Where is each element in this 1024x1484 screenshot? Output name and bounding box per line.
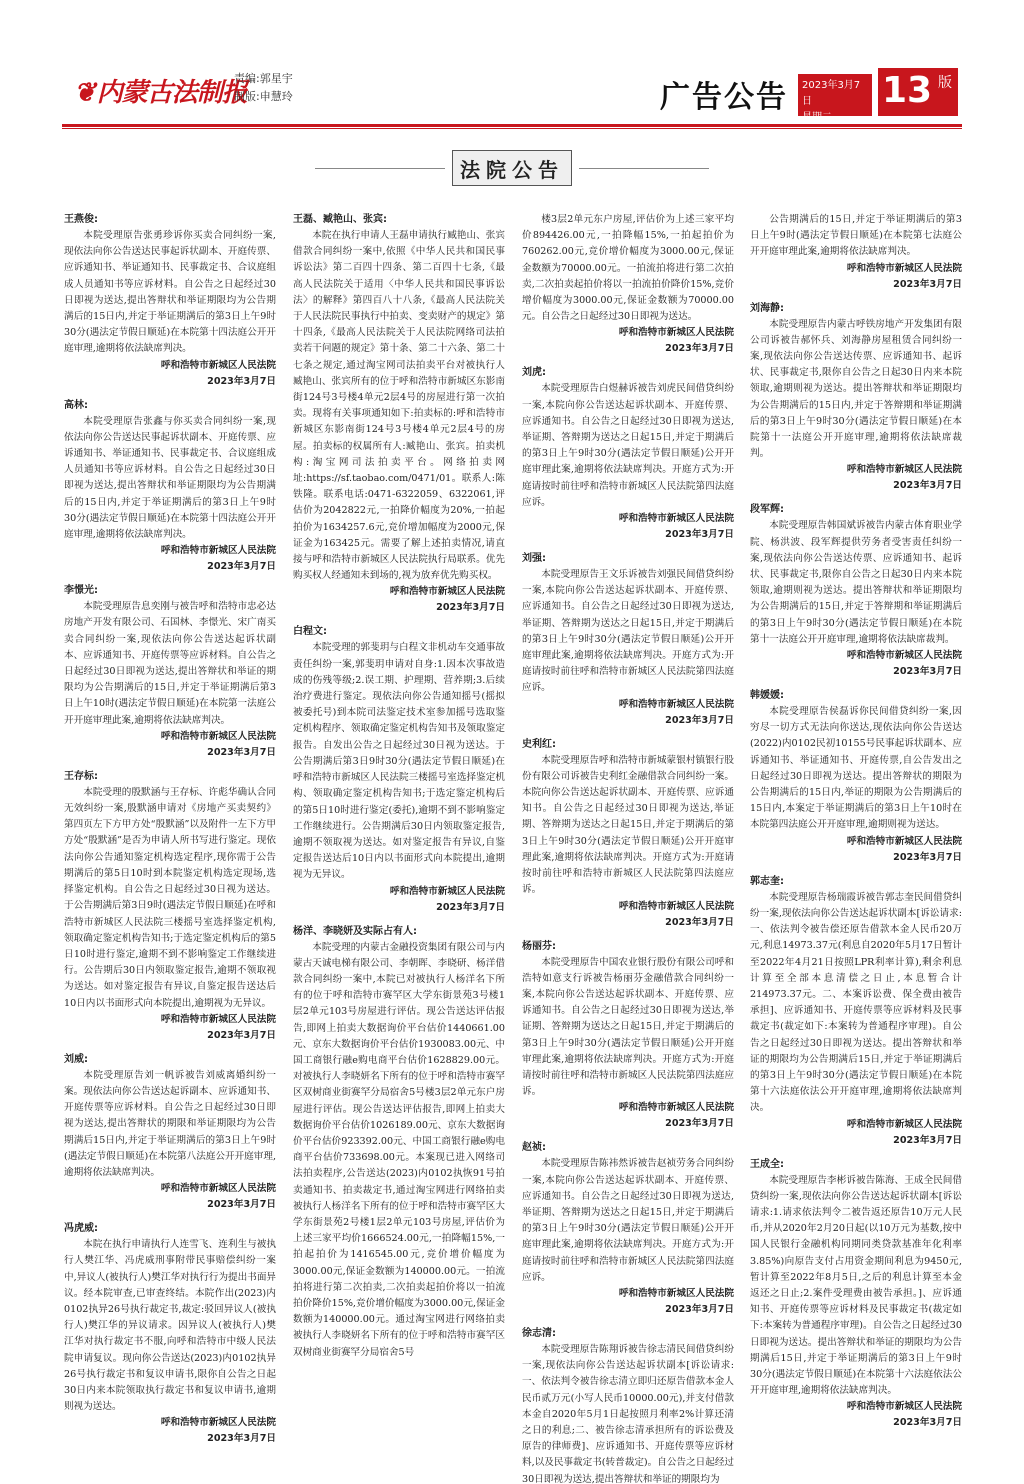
notice-court-signature: 呼和浩特市新城区人民法院 xyxy=(618,1102,734,1114)
page-number-box xyxy=(878,68,958,116)
header-rule xyxy=(62,124,962,127)
court-notice xyxy=(293,212,505,616)
notice-addressee: 段军辉: xyxy=(750,504,784,516)
notice-date: 2023年3月7日 xyxy=(893,851,962,863)
column-1 xyxy=(64,212,276,1455)
notice-date: 2023年3月7日 xyxy=(665,343,734,355)
editor-credits xyxy=(234,70,293,106)
notice-body: 本院受理原告侯磊诉你民间借贷纠纷一案,因穷尽一切方式无法向你送达,现依法向你公告送达(2022)内0102民初10155号民事起诉状副本、应诉通知书、举证通知书、开庭传票,自公告发出之日起经过30日即视为送达。提出答辩状的期限为公告期满后的15日内,举证的期限为公告期满后的15日内,本案定于举证期满后的第3日上午10时在本院第四法庭公开开庭审理,逾期则视为送达。 xyxy=(750,706,962,831)
notice-body: 本院受理原告内蒙古呼铁房地产开发集团有限公司诉被告郝怀兵、刘海静房屋租赁合同纠纷一案,现依法向你公告送达传票、应诉通知书、起诉状、民事裁定书,限你自公告之日起30日内来本院领取,逾期则视为送达。提出答辩状和举证期限均为公告期满后的15日内,并定于答辩期和举证期满后的第3日上午9时30分(遇法定节假日顺延)在本院第十一法庭公开开庭审理,逾期将依法缺席裁判。 xyxy=(750,318,962,460)
notice-date: 2023年3月7日 xyxy=(207,1199,276,1211)
notice-addressee: 王成全: xyxy=(750,1158,784,1170)
notice-addressee: 赵祯: xyxy=(522,1142,546,1154)
notice-date: 2023年3月7日 xyxy=(893,1417,962,1429)
newspaper-logo[interactable] xyxy=(74,72,247,109)
notice-body: 本院在执行申请执行人连雪飞、连利生与被执行人樊江华、冯虎威刑事附带民事赔偿纠纷一案中,异议人(被执行人)樊江华对执行行为提出书面异议。经本院审查,已审查终结。本院作出(2023)内0102执异26号执行裁定书,裁定:驳回异议人(被执行人)樊江华的异议请求。因异议人(被执行人)樊江华对执行裁定书不服,向呼和浩特市中级人民法院申请复议。现向你公告送达(2023)内0102执异26号执行裁定书和复议申请书,限你自公告之日起30日内来本院领取执行裁定书和复议申请书,逾期则视为送达。 xyxy=(64,1239,277,1413)
notice-date: 2023年3月7日 xyxy=(665,1118,734,1130)
date-box xyxy=(798,74,872,123)
notice-date: 2023年3月7日 xyxy=(207,1029,276,1041)
notice-court-signature: 呼和浩特市新城区人民法院 xyxy=(160,1183,276,1195)
notice-body: 本院受理原告中国农业银行股份有限公司呼和浩特如意支行诉被告杨丽芬金融借款合同纠纷一案,本院向你公告送达起诉状副本、开庭传票、应诉通知书。自公告之日起经过30日即视为送达,举证期、答辩期为送达之日起15日,并定于期满后的第3日上午9时30分(遇法定节假日顺延)公开开庭审理此案,逾期将依法缺席判决。开庭方式为:开庭请按时前往呼和浩特市新城区人民法院第四法庭应诉。 xyxy=(522,956,734,1098)
notice-body: 本院受理原告李彬诉被告陈海、王成全民间借贷纠纷一案,现依法向你公告送达起诉状副本[诉讼请求:1.请求依法判令二被告返还原告10万元人民币,并从2020年2月20日起(以10万元为基数,按中国人民银行金融机构同期同类贷款基准年化利率3.85%)向原告支付占用资金期间利息为9450元,暂计算至2022年8月5日,之后的利息计算至本金返还之日止;2.案件受理费由被告承担。]、应诉通知书、开庭传票等应诉材料及民事裁定书(裁定如下:本案转为普通程序审理)。自公告之日起经过30日即视为送达。提出答辩状和举证的期限均为公告期满后15日,并定于举证期满后的第3日上午9时30分(遇法定节假日顺延)在本院第十六法庭依法公开开庭审理,逾期将依法缺席判决。 xyxy=(750,1174,962,1397)
notice-addressee: 白程文: xyxy=(293,626,327,638)
court-notice xyxy=(522,212,734,357)
notice-body: 公告期满后的15日,并定于举证期满后的第3日上午9时(遇法定节假日顺延)在本院第七法庭公开开庭审理此案,逾期将依法缺席判决。 xyxy=(750,214,962,258)
notice-court-signature: 呼和浩特市新城区人民法院 xyxy=(846,835,962,847)
court-notice xyxy=(64,212,276,390)
column-2 xyxy=(293,212,505,1369)
notice-body: 楼3层2单元东户房屋,评估价为上述三家平均价894426.00元,一拍降幅15%,一拍起拍价为760262.00元,竞价增价幅度为3000.00元,保证金数额为70000.00元。一拍流拍将进行第二次拍卖,二次拍卖起拍价将以一拍流拍价降价15%,竞价增价幅度为3000.00元,保证金数额为70000.00元。自公告之日起经过30日即视为送达。 xyxy=(522,214,734,323)
notice-addressee: 史利红: xyxy=(522,738,556,750)
notice-court-signature: 呼和浩特市新城区人民法院 xyxy=(618,698,734,710)
notice-body: 本院受理原告呼和浩特市新城蒙银村镇银行股份有限公司诉被告史利红金融借款合同纠纷一案。本院向你公告送达起诉状副本、开庭传票、应诉通知书。自公告之日起经过30日即视为送达,举证期、答辩期为送达之日起15日,并定于期满后的第3日上午9时30分(遇法定节假日顺延)公开开庭审理此案,逾期将依法缺席判决。开庭方式为:开庭请按时前往呼和浩特市新城区人民法院第四法庭应诉。 xyxy=(522,754,734,896)
court-notice xyxy=(750,212,962,293)
court-notice xyxy=(522,737,734,931)
notice-body: 本院在执行申请人王磊申请执行臧艳山、张宾借款合同纠纷一案中,依照《中华人民共和国民事诉讼法》第二百四十四条、第二百四十七条,《最高人民法院关于适用〈中华人民共和国民事诉讼法〉的解释》第四百八十八条,《最高人民法院关于人民法院民事执行中拍卖、变卖财产的规定》第十四条,《最高人民法院关于人民法院网络司法拍卖若干问题的规定》第十条、第二十六条、第二十七条之规定,通过淘宝网司法拍卖平台对被执行人臧艳山、张宾所有的位于呼和浩特市新城区东影南街124号3号楼4单元2层4号的房屋进行第一次拍卖。现将有关事项通知如下:拍卖标的:呼和浩特市新城区东影南街124号3号楼4单元2层4号的房屋。拍卖标的权属所有人:臧艳山、张宾。拍卖机构:淘宝网司法拍卖平台。网络拍卖网址:https://sf.taobao.com/0471/01。联系人:陈铁隆。联系电话:0471-6322059、6322061,评估价为2042822元,一拍降价幅度为20%,一拍起拍价为1634257.6元,竞价增加幅度为2000元,保证金为163425元。需要了解上述拍卖情况,请直接与呼和浩特市新城区人民法院执行局联系。优先购买权人经通知未到场的,视为放弃优先购买权。 xyxy=(293,230,505,582)
notice-date: 2023年3月7日 xyxy=(893,1134,962,1146)
notice-date: 2023年3月7日 xyxy=(665,714,734,726)
notice-date: 2023年3月7日 xyxy=(893,480,962,492)
page-suffix: 版 xyxy=(938,75,952,91)
notice-court-signature: 呼和浩特市新城区人民法院 xyxy=(846,650,962,662)
notice-body: 本院受理的殷默涵与王存标、许彪华确认合同无效纠纷一案,殷默涵申请对《房地产买卖契约》第四页左下方甲方处“殷默涵”以及附件一左下方甲方处“殷默涵”是否为申请人所书写进行鉴定。现依法向你公告通知鉴定机构选定程序,现你需于公告期满后的第5日10时到本院鉴定机构选定现场,选择鉴定机构。自公告之日起经过30日视为送达。于公告期满后第3日9时(遇法定节假日顺延)在呼和浩特市新城区人民法院三楼摇号室选择鉴定机构,领取确定鉴定机构告知书;于选定鉴定机构后的第5日10时进行鉴定,逾期不到不影响鉴定工作继续进行。公告期后30日内领取鉴定报告,逾期不领取视为送达。如对鉴定报告有异议,自鉴定报告送达后10日内以书面形式向本院提出,逾期视为无异议。 xyxy=(64,786,276,1009)
producer-line: 制版:申慧玲 xyxy=(234,90,293,103)
logo-text: 内蒙古法制报 xyxy=(96,78,247,108)
page-number: 13 xyxy=(882,70,933,111)
notice-date: 2023年3月7日 xyxy=(893,666,962,678)
court-notice xyxy=(522,939,734,1133)
notice-court-signature: 呼和浩特市新城区人民法院 xyxy=(160,730,276,742)
column-3 xyxy=(522,212,734,1484)
notice-court-signature: 呼和浩特市新城区人民法院 xyxy=(846,1118,962,1130)
notice-court-signature: 呼和浩特市新城区人民法院 xyxy=(160,1013,276,1025)
notice-body: 本院受理原告白煜赫诉被告刘虎民间借贷纠纷一案,本院向你公告送达起诉状副本、开庭传票、应诉通知书。自公告之日起经过30日即视为送达,举证期、答辩期为送达之日起15日,并定于期满后的第3日上午9时30分(遇法定节假日顺延)公开开庭审理此案,逾期将依法缺席判决。开庭方式为:开庭请按时前往呼和浩特市新城区人民法院第四法庭应诉。 xyxy=(522,383,734,508)
court-notice xyxy=(293,924,505,1361)
notice-court-signature: 呼和浩特市新城区人民法院 xyxy=(389,586,505,598)
notice-section-title: 法院公告 xyxy=(452,150,572,186)
notice-addressee: 冯虎威: xyxy=(64,1223,98,1235)
notice-court-signature: 呼和浩特市新城区人民法院 xyxy=(846,262,962,274)
notice-court-signature: 呼和浩特市新城区人民法院 xyxy=(846,1401,962,1413)
notice-date: 2023年3月7日 xyxy=(436,602,505,614)
notice-date: 2023年3月7日 xyxy=(207,561,276,573)
court-notice xyxy=(522,1326,734,1484)
notice-date: 2023年3月7日 xyxy=(665,1303,734,1315)
notice-date: 2023年3月7日 xyxy=(665,529,734,541)
notice-addressee: 徐志清: xyxy=(522,1327,556,1339)
notice-addressee: 李憬光: xyxy=(64,585,98,597)
notice-court-signature: 呼和浩特市新城区人民法院 xyxy=(618,327,734,339)
notice-date: 2023年3月7日 xyxy=(207,746,276,758)
notice-court-signature: 呼和浩特市新城区人民法院 xyxy=(618,513,734,525)
notice-court-signature: 呼和浩特市新城区人民法院 xyxy=(618,900,734,912)
notice-addressee: 杨丽芬: xyxy=(522,940,556,952)
logo-bird-icon: ❦ xyxy=(74,78,95,108)
notice-body: 本院受理原告陈翔诉被告徐志清民间借贷纠纷一案,现依法向你公告送达起诉状副本[诉讼请求:一、依法判令被告徐志清立即归还原告借款本金人民币贰万元(小写人民币10000.00元),并支付借款本金自2020年5月1日起按照月利率2%计算还清之日的利息;二、被告徐志清承担所有的诉讼费及原告的律师费]、应诉通知书、开庭传票等应诉材料,以及民事裁定书(转普裁定)。自公告之日起经过30日即视为送达,提出答辩状和举证的期限均为 xyxy=(522,1343,735,1484)
notice-body: 本院受理原告韩国斌诉被告内蒙古体育职业学院、杨洪波、段军辉提供劳务者受害责任纠纷一案,现依法向你公告送达传票、应诉通知书、起诉状、民事裁定书,限你自公告之日起30日内来本院领取,逾期则视为送达。提出答辩状和举证期限均为公告期满后的15日,并定于答辩期和举证期满后的第3日上午9时30分(遇法定节假日顺延)在本院第十一法庭公开开庭审理,逾期将依法缺席裁判。 xyxy=(750,520,962,645)
notice-body: 本院受理的内蒙古金融投资集团有限公司与内蒙古天诚电梯有限公司、李朝晖、李晓研、杨洋借款合同纠纷一案中,本院已对被执行人杨洋名下所有的位于呼和浩特市赛罕区大学东街景苑3号楼1层2单元103号房屋进行评估。现公告送达评估报告,即网上拍卖大数据询价平台估价1440661.00元、京东大数据询价平台估价1930083.00元、中国工商银行融e购电商平台估价1628829.00元。对被执行人李晓妍名下所有的位于呼和浩特市赛罕区双树商业街赛罕分局宿舍5号楼3层2单元东户房屋进行评估。现公告送达评估报告,即网上拍卖大数据询价平台估价1026189.00元、京东大数据询价平台估价923392.00元、中国工商银行融e购电商平台估价733698.00元。本案现已进入网络司法拍卖程序,公告送达(2023)内0102执恢91号拍卖通知书、拍卖裁定书,通过淘宝网进行网络拍卖被执行人杨洋名下所有的位于呼和浩特市赛罕区大学东街景苑2号楼1层2单元103号房屋,评估价为上述三家平均价1666524.00元,一拍降幅15%,一拍起拍价为1416545.00元,竞价增价幅度为3000.00元,保证金数额为140000.00元。一拍流拍将进行第二次拍卖,二次拍卖起拍价将以一拍流拍价降价15%,竞价增价幅度为3000.00元,保证金数额为140000.00元。通过淘宝网进行网络拍卖被执行人李晓妍名下所有的位于呼和浩特市赛罕区双树商业街赛罕分局宿舍5号 xyxy=(293,941,505,1358)
court-notice xyxy=(750,502,962,680)
notice-court-signature: 呼和浩特市新城区人民法院 xyxy=(389,885,505,897)
notice-date: 2023年3月7日 xyxy=(207,375,276,387)
court-notice xyxy=(64,398,276,576)
notice-body: 本院受理原告息奕刚与被告呼和浩特市忠必达房地产开发有限公司、石国林、李憬光、宋广南买卖合同纠纷一案,现依法向你公告送达起诉状副本、应诉通知书、开庭传票等应诉材料。自公告之日起经过30日即视为送达,提出答辩状和举证的期限均为公告期满后的15日,并定于举证期满后第3日上午10时(遇法定节假日顺延)在本院第一法庭公开开庭审理此案,逾期将依法缺席判决。 xyxy=(64,601,276,726)
column-4 xyxy=(750,212,962,1439)
notice-court-signature: 呼和浩特市新城区人民法院 xyxy=(846,464,962,476)
issue-date: 2023年3月7日 xyxy=(802,80,861,107)
notice-addressee: 王磊、臧艳山、张宾: xyxy=(293,214,387,225)
notice-body: 本院受理的郭斐玥与白程文非机动车交通事故责任纠纷一案,郭斐玥申请对自身:1.因本次事故造成的伤残等级;2.误工期、护理期、营养期;3.后续治疗费进行鉴定。现依法向你公告通知摇号(摇拟被委托号)到本院司法鉴定技术室参加摇号选取鉴定机构程序、领取确定鉴定机构告知书及领取鉴定报告。自发出公告之日起经过30日视为送达。于公告期满后第3日9时30分(遇法定节假日顺延)在呼和浩特市新城区人民法院三楼摇号室选择鉴定机构、领取确定鉴定机构告知书;于选定鉴定机构后的第5日10时进行鉴定(委托),逾期不到不影响鉴定工作继续进行。公告期满后30日内领取鉴定报告,逾期不领取视为送达。如对鉴定报告有异议,自鉴定报告送达后10日内以书面形式向本院提出,逾期视为无异议。 xyxy=(293,642,505,881)
court-notice xyxy=(750,688,962,866)
notice-addressee: 杨洋、李晓妍及实际占有人: xyxy=(293,925,417,937)
notice-date: 2023年3月7日 xyxy=(436,901,505,913)
notice-addressee: 韩媛媛: xyxy=(750,690,784,702)
court-notice xyxy=(522,1140,734,1318)
court-notice xyxy=(522,365,734,543)
notice-addressee: 刘虎: xyxy=(522,367,546,379)
section-title: 广告公告 xyxy=(660,80,788,115)
notice-court-signature: 呼和浩特市新城区人民法院 xyxy=(160,1417,276,1429)
notice-addressee: 刘威: xyxy=(64,1053,88,1065)
notice-court-signature: 呼和浩特市新城区人民法院 xyxy=(618,1287,734,1299)
court-notice xyxy=(64,1052,276,1213)
court-notice xyxy=(64,1221,276,1447)
court-notice xyxy=(64,583,276,761)
notice-body: 本院受理原告张鑫与你买卖合同纠纷一案,现依法向你公告送达民事起诉状副本、开庭传票、应诉通知书、举证通知书、民事裁定书、合议庭组成人员通知书等应诉材料。自公告之日起经过30日即视为送达,提出答辩状和举证期限均为公告期满后的15日内,并定于举证期满后的第3日上午9时30分(遇法定节假日顺延)在本院第十四法庭公开开庭审理,逾期将依法缺席判决。 xyxy=(64,415,276,541)
issue-weekday: 星期二 xyxy=(802,112,832,123)
header-rule-thin xyxy=(62,128,962,129)
notice-addressee: 郭志奎: xyxy=(750,875,784,887)
notice-addressee: 刘强: xyxy=(522,553,546,565)
court-notice xyxy=(522,551,734,729)
court-notice xyxy=(293,624,505,915)
court-notice xyxy=(750,301,962,495)
court-notice xyxy=(750,874,962,1149)
notice-court-signature: 呼和浩特市新城区人民法院 xyxy=(160,359,276,371)
editor-line: 责编:郭星宇 xyxy=(234,72,293,85)
notice-addressee: 王燕俊: xyxy=(64,214,98,225)
masthead xyxy=(62,64,962,123)
notice-addressee: 王存标: xyxy=(64,770,98,782)
notice-body: 本院受理原告刘一帆诉被告刘威离婚纠纷一案。现依法向你公告送达起诉副本、应诉通知书、开庭传票等应诉材料。自公告之日起经过30日即视为送达,提出答辩状的期限和举证期限均为公告期满后15日内,并定于举证期满后的第3日上午9时(遇法定节假日顺延)在本院第八法庭公开开庭审理,逾期将依法缺席判决。 xyxy=(64,1069,277,1178)
notice-date: 2023年3月7日 xyxy=(665,916,734,928)
court-notice xyxy=(64,769,276,1044)
notice-body: 本院受理原告王文乐诉被告刘强民间借贷纠纷一案,本院向你公告送达起诉状副本、开庭传票、应诉通知书。自公告之日起经过30日即视为送达,举证期、答辩期为送达之日起15日,并定于期满后的第3日上午9时30分(遇法定节假日顺延)公开开庭审理此案,逾期将依法缺席判决。开庭方式为:开庭请按时前往呼和浩特市新城区人民法院第四法庭应诉。 xyxy=(522,569,734,694)
notice-body: 本院受理原告张勇珍诉你买卖合同纠纷一案,现依法向你公告送达民事起诉状副本、开庭传票、应诉通知书、举证通知书、民事裁定书、合议庭组成人员通知书等应诉材料。自公告之日起经过30日即视为送达,提出答辩状和举证期限均为公告期满后的15日内,并定于举证期满后的第3日上午9时30分(遇法定节假日顺延)在本院第十四法庭公开开庭审理,逾期将依法缺席判决。 xyxy=(64,230,276,355)
notice-date: 2023年3月7日 xyxy=(207,1433,276,1445)
notice-addressee: 高林: xyxy=(64,399,88,411)
notice-body: 本院受理原告杨瑞霞诉被告郭志奎民间借贷纠纷一案,现依法向你公告送达起诉状副本[诉讼请求:一、依法判令被告偿还原告借款本金人民币20万元,利息14973.37元(利息自2020年5月17日暂计至2022年4月21日按照LPR利率计算),剩余利息计算至全部本息清偿之日止,本息暂合计214973.37元。二、本案诉讼费、保全费由被告承担]、应诉通知书、开庭传票等应诉材料及民事裁定书(裁定如下:本案转为普通程序审理)。自公告之日起经过30日即视为送达。提出答辩状和举证的期限均为公告期满后15日,并定于举证期满后的第3日上午9时30分(遇法定节假日顺延)在本院第十六法庭依法公开开庭审理,逾期将依法缺席判决。 xyxy=(750,891,962,1114)
notice-court-signature: 呼和浩特市新城区人民法院 xyxy=(160,545,276,557)
court-notice xyxy=(750,1157,962,1432)
notice-body: 本院受理原告陈祎然诉被告赵祯劳务合同纠纷一案,本院向你公告送达起诉状副本、开庭传票、应诉通知书。自公告之日起经过30日即视为送达,举证期、答辩期为送达之日起15日,并定于期满后的第3日上午9时30分(遇法定节假日顺延)公开开庭审理此案,逾期将依法缺席判决。开庭方式为:开庭请按时前往呼和浩特市新城区人民法院第四法庭应诉。 xyxy=(522,1158,734,1283)
notice-date: 2023年3月7日 xyxy=(893,278,962,290)
notice-addressee: 刘海静: xyxy=(750,302,784,314)
